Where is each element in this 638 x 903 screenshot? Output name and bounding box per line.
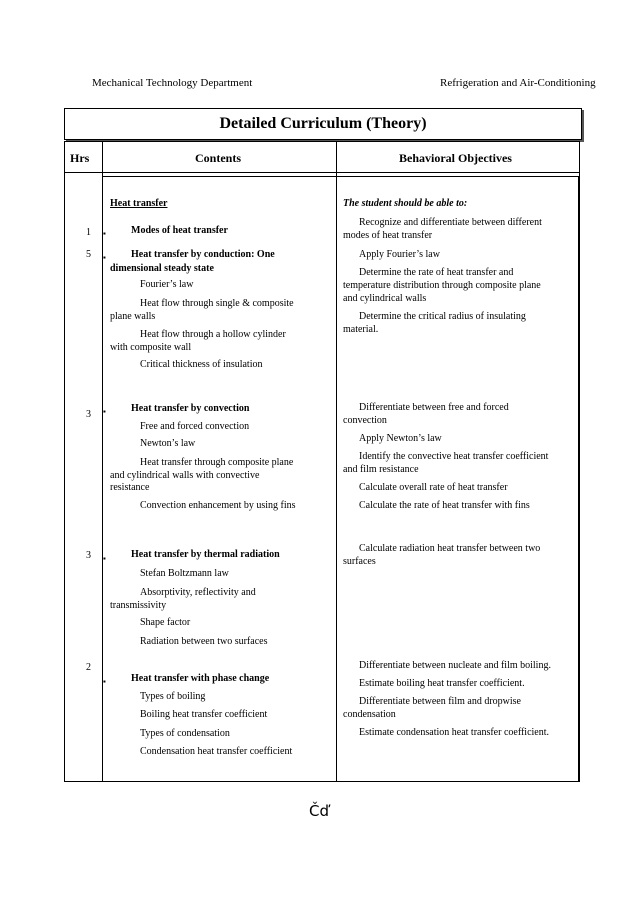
page-title: Detailed Curriculum (Theory)	[219, 115, 427, 132]
hours-radiation: 3	[86, 550, 91, 561]
content-cond-coef: Condensation heat transfer coefficient	[140, 746, 293, 757]
header-row-divider	[65, 172, 579, 173]
column-header-hrs: Hrs	[70, 151, 90, 165]
objective-diff-line1: Differentiate between free and forced	[359, 402, 509, 413]
objective-critical-line1: Determine the critical radius of insulating	[359, 311, 526, 322]
objective-diff-line2: convection	[343, 415, 387, 426]
content-flow-single-line2: plane walls	[110, 311, 156, 322]
content-boiling-types: Types of boiling	[140, 691, 206, 702]
page-number: Čď	[309, 802, 329, 820]
objectives-intro: The student should be able to:	[343, 198, 468, 209]
column-header-contents: Contents	[195, 151, 242, 165]
content-phase: Heat transfer with phase change	[131, 673, 270, 684]
objective-boiling-coef: Estimate boiling heat transfer coefficient.	[359, 678, 525, 689]
objective-apply-fourier: Apply Fourier’s law	[359, 249, 440, 260]
hours-convection: 3	[86, 409, 91, 420]
content-through-line1: Heat transfer through composite plane	[140, 457, 294, 468]
content-absorp-line1: Absorptivity, reflectivity and	[140, 587, 256, 598]
content-conduction-line2: dimensional steady state	[110, 263, 214, 274]
curriculum-table	[64, 141, 580, 782]
objective-determine-line1: Determine the rate of heat transfer and	[359, 267, 514, 278]
header-course: Refrigeration and Air-Conditioning	[440, 77, 596, 89]
content-rad-two: Radiation between two surfaces	[140, 636, 268, 647]
content-modes: Modes of heat transfer	[131, 225, 228, 236]
content-convection: Heat transfer by convection	[131, 403, 250, 414]
objective-recognize-line1: Recognize and differentiate between different	[359, 217, 542, 228]
objective-radiation-line2: surfaces	[343, 556, 376, 567]
content-shape: Shape factor	[140, 617, 191, 628]
content-conduction-line1: Heat transfer by conduction: One	[131, 249, 275, 260]
objective-determine-line3: and cylindrical walls	[343, 293, 427, 304]
bullet-icon: ▪	[103, 253, 106, 262]
objective-identify-line2: and film resistance	[343, 464, 419, 475]
hours-phase-change: 2	[86, 662, 91, 673]
objective-dropwise-line2: condensation	[343, 709, 396, 720]
hours-modes: 1	[86, 227, 91, 238]
content-flow-cyl-line2: with composite wall	[110, 342, 192, 353]
contents-heading: Heat transfer	[110, 198, 168, 209]
contents-column-divider	[336, 142, 337, 781]
objective-apply-newton: Apply Newton’s law	[359, 433, 442, 444]
content-newton: Newton’s law	[140, 438, 196, 449]
inner-top-border	[102, 176, 579, 177]
content-cond-types: Types of condensation	[140, 728, 230, 739]
objective-dropwise-line1: Differentiate between film and dropwise	[359, 696, 521, 707]
objective-nucleate: Differentiate between nucleate and film boiling.	[359, 660, 551, 671]
content-fourier: Fourier’s law	[140, 279, 194, 290]
bullet-icon: ▪	[103, 677, 106, 686]
content-through-line2: and cylindrical walls with convective	[110, 470, 260, 481]
objective-cond-coef: Estimate condensation heat transfer coefficient.	[359, 727, 550, 738]
objective-radiation-line1: Calculate radiation heat transfer between two	[359, 543, 541, 554]
objective-identify-line1: Identify the convective heat transfer coefficient	[359, 451, 549, 462]
title-box	[64, 108, 582, 140]
content-free-forced: Free and forced convection	[140, 421, 250, 432]
objective-determine-line2: temperature distribution through composite plane	[343, 280, 541, 291]
header-department: Mechanical Technology Department	[92, 77, 253, 89]
inner-right-border	[578, 176, 579, 781]
content-critical: Critical thickness of insulation	[140, 359, 263, 370]
content-absorp-line2: transmissivity	[110, 600, 167, 611]
content-stefan: Stefan Boltzmann law	[140, 568, 229, 579]
content-radiation: Heat transfer by thermal radiation	[131, 549, 280, 560]
content-flow-cyl-line1: Heat flow through a hollow cylinder	[140, 329, 286, 340]
hours-conduction: 5	[86, 249, 91, 260]
bullet-icon: ▪	[103, 229, 106, 238]
objective-recognize-line2: modes of heat transfer	[343, 230, 433, 241]
column-header-objectives: Behavioral Objectives	[399, 151, 512, 165]
content-fins: Convection enhancement by using fins	[140, 500, 296, 511]
objective-fins: Calculate the rate of heat transfer with fins	[359, 500, 530, 511]
objective-overall: Calculate overall rate of heat transfer	[359, 482, 508, 493]
objective-critical-line2: material.	[343, 324, 379, 335]
content-through-line3: resistance	[110, 482, 150, 493]
content-flow-single-line1: Heat flow through single & composite	[140, 298, 294, 309]
bullet-icon: ▪	[103, 554, 106, 563]
bullet-icon: ▪	[103, 407, 106, 416]
content-boiling-coef: Boiling heat transfer coefficient	[140, 709, 268, 720]
